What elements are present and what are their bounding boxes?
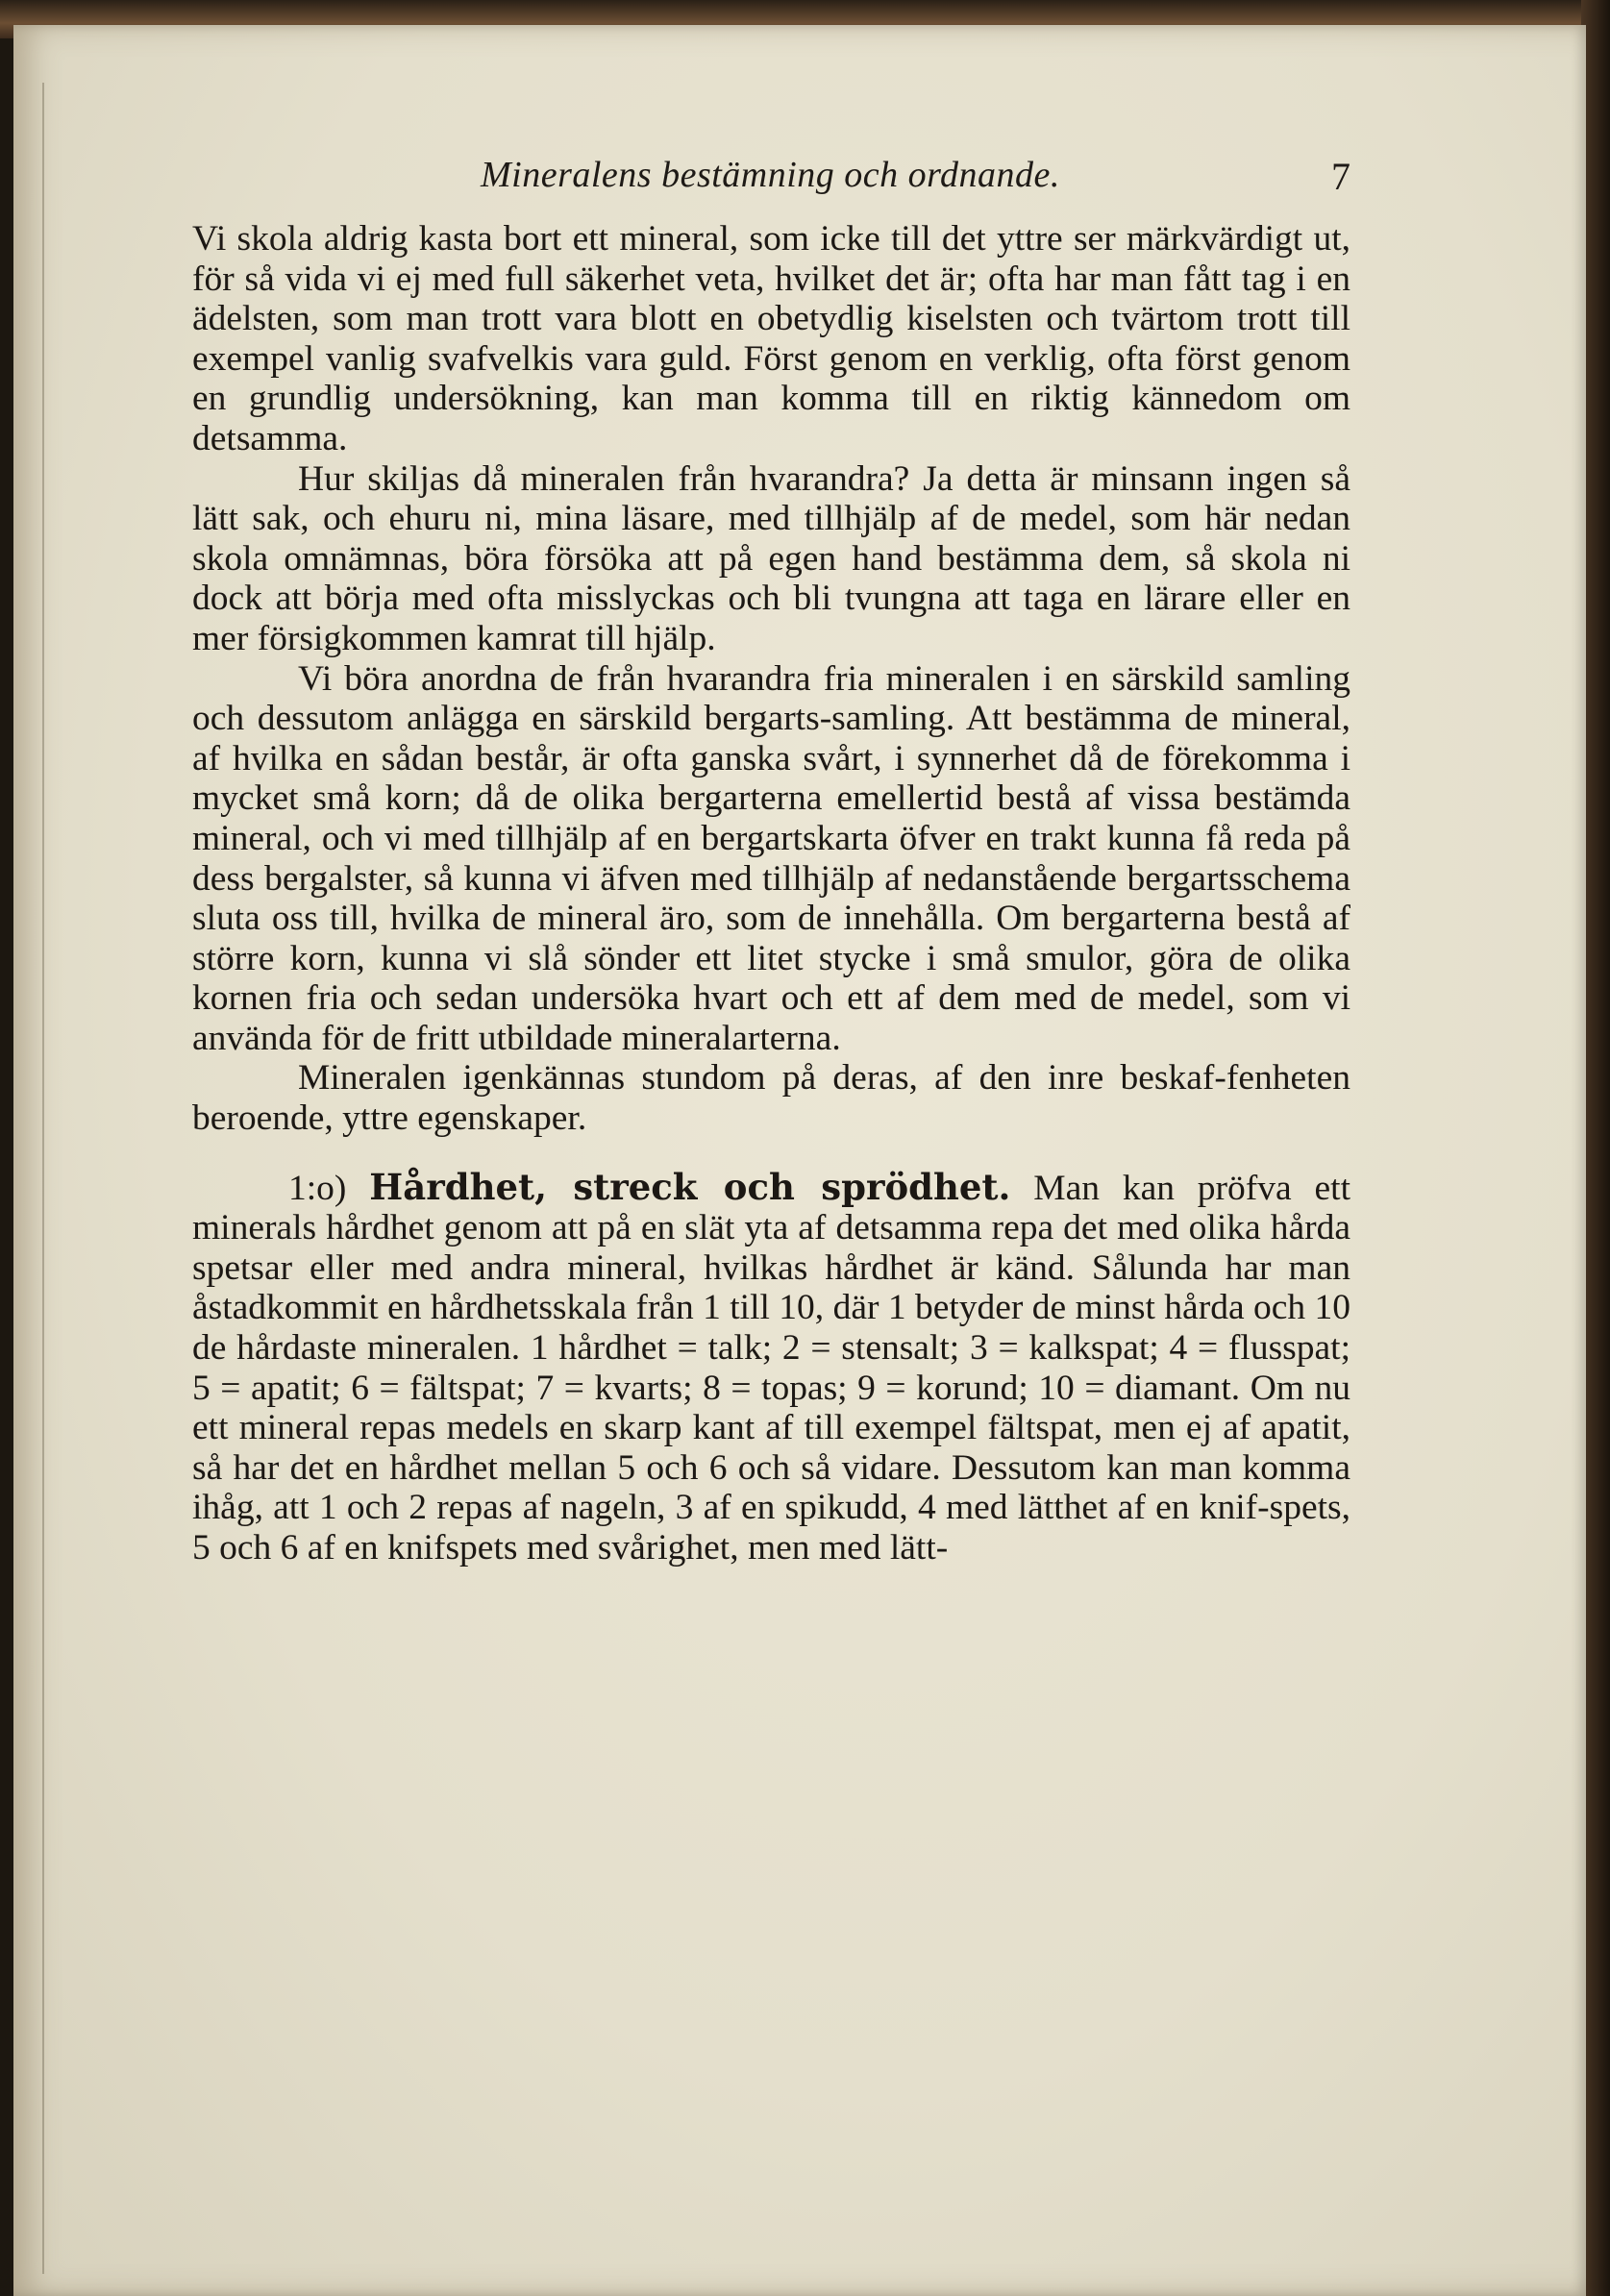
page-header: [192, 154, 1350, 202]
paragraph-4: Mineralen igenkännas stundom på deras, af den inre beskaf-fenheten beroende, yttre egenskaper.: [192, 1058, 1350, 1139]
page-gutter: [42, 83, 44, 2274]
section-hardness: [192, 1165, 1351, 1568]
section-heading: Hårdhet, streck och sprödhet.: [369, 1165, 1011, 1208]
running-title: Mineralens bestämning och ordnande.: [481, 155, 1060, 195]
body-text: [192, 219, 1350, 1568]
paragraph-1: Vi skola aldrig kasta bort ett mineral, som icke till det yttre ser märkvärdigt ut, för så vida vi ej med full säkerhet veta, hvilket det är; ofta har man fått tag i en ädelsten, som man trott vara blott en obetydlig kiselsten och tvärtom trott till exempel vanlig svafvelkis vara guld. Först genom en verklig, ofta först genom en grundlig undersökning, kan man komma till en riktig kännedom om detsamma.: [192, 219, 1350, 458]
page-number: 7: [1331, 155, 1350, 198]
paragraph-2: Hur skiljas då mineralen från hvarandra? Ja detta är minsann ingen så lätt sak, och ehuru ni, mina läsare, med tillhjälp af de medel, som här nedan skola omnämnas, böra försöka att på egen hand bestämma dem, så skola ni dock att börja med ofta misslyckas och bli tvungna att taga en lärare eller en mer försigkommen kamrat till hjälp.: [192, 458, 1350, 658]
paragraph-3: Vi böra anordna de från hvarandra fria mineralen i en särskild samling och dessutom anlägga en särskild bergarts-samling. Att bestämma de mineral, af hvilka en sådan består, är ofta ganska svårt, i synnerhet då de förekomma i mycket små korn; då de olika bergarterna emellertid bestå af vissa bestämda mineral, och vi med tillhjälp af en bergartskarta öfver en trakt kunna få reda på dess bergalster, så kunna vi äfven med tillhjälp af nedanstående bergartsschema sluta oss till, hvilka de mineral äro, som de innehålla. Om bergarterna bestå af större korn, kunna vi slå sönder ett litet stycke i små smulor, göra de olika kornen fria och sedan undersöka hvart och ett af dem med de medel, som vi använda för de fritt utbildade mineralarterna.: [192, 658, 1350, 1058]
section-number: 1:o): [288, 1168, 347, 1208]
section-text: Man kan pröfva ett minerals hårdhet genom att på en slät yta af detsamma repa det med olika hårda spetsar eller med andra mineral, hvilkas hårdhet är känd. Sålunda har man åstadkommit en hårdhetsskala från 1 till 10, där 1 betyder de minst hårda och 10 de hårdaste mineralen. 1 hårdhet = talk; 2 = stensalt; 3 = kalkspat; 4 = flusspat; 5 = apatit; 6 = fältspat; 7 = kvarts; 8 = topas; 9 = korund; 10 = diamant. Om nu ett mineral repas medels en skarp kant af till exempel fältspat, men ej af apatit, så har det en hårdhet mellan 5 och 6 och så vidare. Dessutom kan man komma ihåg, att 1 och 2 repas af nageln, 3 af en spikudd, 4 med lätthet af en knif-spets, 5 och 6 af en knifspets med svårighet, men med lätt-: [192, 1168, 1351, 1568]
